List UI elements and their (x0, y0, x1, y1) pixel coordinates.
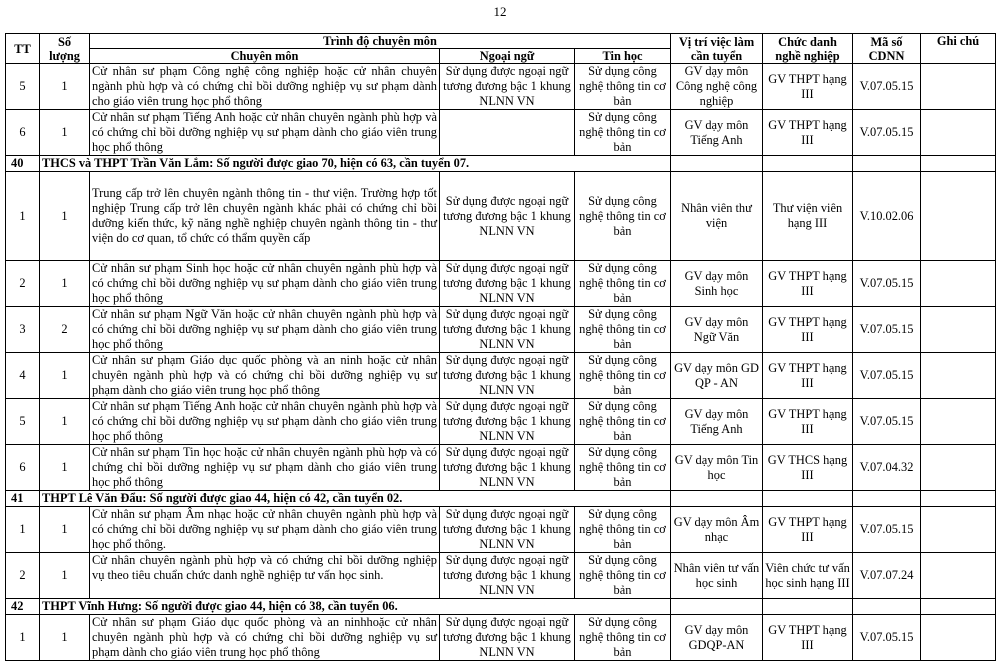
cell-chuyen-mon: Trung cấp trở lên chuyên ngành thông tin - thư viện. Trường hợp tốt nghiệp Trung cấp trở lên chuyên ngành khác phải có chứng chỉ bồi dưỡng kiến thức, kỹ năng nghề nghiệp chuyên ngành thông tin - thư viện do cơ quan, tổ chức có thẩm quyền cấp (90, 172, 440, 261)
cell-tin-hoc: Sử dụng công nghệ thông tin cơ bản (575, 110, 671, 156)
table-row (6, 445, 996, 491)
cell-ghi-chu (921, 507, 996, 553)
group-row (6, 156, 996, 172)
cell-ghi-chu (921, 64, 996, 110)
cell-ma-so: V.07.05.15 (853, 507, 921, 553)
cell-ngoai-ngu: Sử dụng được ngoại ngữ tương đương bậc 1 khung NLNN VN (440, 399, 575, 445)
cell-chuc-danh: GV THCS hạng III (763, 445, 853, 491)
cell-ghi-chu (921, 307, 996, 353)
group-row (6, 599, 996, 615)
cell-ghi-chu (921, 553, 996, 599)
cell-tt: 3 (6, 307, 40, 353)
cell-ma-so: V.07.05.15 (853, 399, 921, 445)
cell-vi-tri: GV dạy môn GD QP - AN (671, 353, 763, 399)
cell-vi-tri: GV dạy môn Tiếng Anh (671, 399, 763, 445)
cell-vi-tri: GV dạy môn Tin học (671, 445, 763, 491)
header-chuc-danh (763, 34, 853, 64)
group-title: THPT Vĩnh Hưng: Số người được giao 44, hiện có 38, cần tuyển 06. (40, 599, 671, 615)
empty-cell-chuc-danh (763, 156, 853, 172)
table-row (6, 307, 996, 353)
cell-ma-so: V.07.07.24 (853, 553, 921, 599)
cell-tt: 5 (6, 399, 40, 445)
cell-tt: 1 (6, 507, 40, 553)
cell-vi-tri: GV dạy môn Sinh học (671, 261, 763, 307)
header-ma-so-line2: CDNN (868, 48, 905, 63)
cell-tt: 2 (6, 261, 40, 307)
cell-chuc-danh: GV THPT hạng III (763, 615, 853, 661)
header-ma-so-line1: Mã số (870, 34, 903, 49)
empty-cell-chuc-danh (763, 599, 853, 615)
header-chuyen-mon: Chuyên môn (90, 49, 440, 64)
cell-ngoai-ngu (440, 110, 575, 156)
cell-chuyen-mon: Cử nhân sư phạm Tiếng Anh hoặc cử nhân chuyên ngành phù hợp và có chứng chỉ bồi dưỡng nghiệp vụ sư phạm dành cho giáo viên trung học phổ thông (90, 399, 440, 445)
group-number: 42 (6, 599, 40, 615)
cell-tt: 5 (6, 64, 40, 110)
cell-ghi-chu (921, 261, 996, 307)
cell-vi-tri: GV dạy môn Công nghệ công nghiệp (671, 64, 763, 110)
header-so-luong-line2: lượng (49, 48, 80, 63)
header-so-luong (40, 34, 90, 64)
cell-chuc-danh: GV THPT hạng III (763, 110, 853, 156)
header-chuc-danh-line2: nghề nghiệp (775, 48, 840, 63)
cell-tin-hoc: Sử dụng công nghệ thông tin cơ bản (575, 172, 671, 261)
table-body (6, 64, 996, 661)
cell-tin-hoc: Sử dụng công nghệ thông tin cơ bản (575, 553, 671, 599)
group-title: THCS và THPT Trần Văn Lắm: Số người được giao 70, hiện có 63, cần tuyển 07. (40, 156, 671, 172)
group-row (6, 491, 996, 507)
cell-tt: 6 (6, 110, 40, 156)
empty-cell-vi-tri (671, 156, 763, 172)
cell-tt: 6 (6, 445, 40, 491)
cell-so-luong: 1 (40, 399, 90, 445)
cell-ghi-chu (921, 445, 996, 491)
cell-so-luong: 1 (40, 445, 90, 491)
page-number: 12 (493, 4, 507, 19)
cell-ngoai-ngu: Sử dụng được ngoại ngữ tương đương bậc 1 khung NLNN VN (440, 172, 575, 261)
group-title: THPT Lê Văn Đẩu: Số người được giao 44, hiện có 42, cần tuyển 02. (40, 491, 671, 507)
cell-chuyen-mon: Cử nhân sư phạm Âm nhạc hoặc cử nhân chuyên ngành phù hợp và có chứng chỉ bồi dưỡng nghiệp vụ sư phạm dành cho giáo viên trung học phổ thông. (90, 507, 440, 553)
table-row (6, 172, 996, 261)
cell-tin-hoc: Sử dụng công nghệ thông tin cơ bản (575, 507, 671, 553)
cell-ghi-chu (921, 172, 996, 261)
cell-ghi-chu (921, 353, 996, 399)
cell-tt: 4 (6, 353, 40, 399)
cell-so-luong: 2 (40, 307, 90, 353)
empty-cell-ghi-chu (921, 156, 996, 172)
table-row (6, 110, 996, 156)
header-trinh-do: Trình độ chuyên môn (90, 34, 671, 49)
empty-cell-vi-tri (671, 599, 763, 615)
cell-so-luong: 1 (40, 261, 90, 307)
table-row (6, 553, 996, 599)
cell-tt: 1 (6, 172, 40, 261)
cell-so-luong: 1 (40, 353, 90, 399)
cell-so-luong: 1 (40, 553, 90, 599)
cell-chuc-danh: GV THPT hạng III (763, 64, 853, 110)
cell-chuyen-mon: Cử nhân sư phạm Tin học hoặc cử nhân chuyên ngành phù hợp và có chứng chỉ bồi dưỡng nghiệp vụ sư phạm dành cho giáo viên trung học phổ thông (90, 445, 440, 491)
cell-chuc-danh: Thư viện viên hạng III (763, 172, 853, 261)
cell-chuc-danh: GV THPT hạng III (763, 353, 853, 399)
header-vi-tri-line1: Vị trí việc làm (678, 34, 755, 49)
cell-tin-hoc: Sử dụng công nghệ thông tin cơ bản (575, 307, 671, 353)
table-row (6, 507, 996, 553)
cell-chuc-danh: GV THPT hạng III (763, 307, 853, 353)
cell-vi-tri: GV dạy môn Âm nhạc (671, 507, 763, 553)
cell-chuc-danh: Viên chức tư vấn học sinh hạng III (763, 553, 853, 599)
cell-ngoai-ngu: Sử dụng được ngoại ngữ tương đương bậc 1 khung NLNN VN (440, 553, 575, 599)
cell-ma-so: V.07.05.15 (853, 307, 921, 353)
header-ngoai-ngu: Ngoại ngữ (440, 49, 575, 64)
cell-ma-so: V.07.05.15 (853, 261, 921, 307)
cell-tin-hoc: Sử dụng công nghệ thông tin cơ bản (575, 64, 671, 110)
cell-vi-tri: Nhân viên thư viện (671, 172, 763, 261)
header-ma-so (853, 34, 921, 64)
cell-ma-so: V.07.04.32 (853, 445, 921, 491)
cell-ngoai-ngu: Sử dụng được ngoại ngữ tương đương bậc 1 khung NLNN VN (440, 353, 575, 399)
cell-chuc-danh: GV THPT hạng III (763, 261, 853, 307)
header-chuc-danh-line1: Chức danh (778, 34, 837, 49)
cell-tt: 1 (6, 615, 40, 661)
empty-cell-ma-so (853, 599, 921, 615)
empty-cell-chuc-danh (763, 491, 853, 507)
cell-vi-tri: GV dạy môn Ngữ Văn (671, 307, 763, 353)
table-row (6, 399, 996, 445)
cell-so-luong: 1 (40, 172, 90, 261)
cell-vi-tri: Nhân viên tư vấn học sinh (671, 553, 763, 599)
cell-ma-so: V.07.05.15 (853, 64, 921, 110)
cell-tin-hoc: Sử dụng công nghệ thông tin cơ bản (575, 353, 671, 399)
cell-chuyen-mon: Cử nhân sư phạm Sinh học hoặc cử nhân chuyên ngành phù hợp và có chứng chỉ bồi dưỡng nghiệp vụ sư phạm dành cho giáo viên trung học phổ thông (90, 261, 440, 307)
cell-chuyen-mon: Cử nhân sư phạm Giáo dục quốc phòng và an ninh hoặc cử nhân chuyên ngành phù hợp và có chứng chỉ bồi dưỡng nghiệp vụ sư phạm dành cho giáo viên trung học phổ thông (90, 353, 440, 399)
recruitment-table (5, 33, 996, 661)
header-tt: TT (6, 34, 40, 64)
cell-chuc-danh: GV THPT hạng III (763, 399, 853, 445)
empty-cell-ghi-chu (921, 491, 996, 507)
header-so-luong-line1: Số (57, 34, 72, 49)
table-row (6, 353, 996, 399)
cell-so-luong: 1 (40, 507, 90, 553)
empty-cell-ghi-chu (921, 599, 996, 615)
header-ghi-chu: Ghi chú (921, 34, 996, 64)
cell-ma-so: V.07.05.15 (853, 353, 921, 399)
cell-ngoai-ngu: Sử dụng được ngoại ngữ tương đương bậc 1 khung NLNN VN (440, 261, 575, 307)
cell-ngoai-ngu: Sử dụng được ngoại ngữ tương đương bậc 1 khung NLNN VN (440, 307, 575, 353)
cell-ma-so: V.07.05.15 (853, 110, 921, 156)
empty-cell-ma-so (853, 491, 921, 507)
header-vi-tri-line2: cần tuyển (690, 48, 743, 63)
table-row (6, 64, 996, 110)
empty-cell-ma-so (853, 156, 921, 172)
cell-chuyen-mon: Cử nhân chuyên ngành phù hợp và có chứng chỉ bồi dưỡng nghiệp vụ theo tiêu chuẩn chức danh nghề nghiệp tư vấn học sinh. (90, 553, 440, 599)
cell-tin-hoc: Sử dụng công nghệ thông tin cơ bản (575, 261, 671, 307)
cell-ghi-chu (921, 615, 996, 661)
cell-ma-so: V.10.02.06 (853, 172, 921, 261)
cell-tin-hoc: Sử dụng công nghệ thông tin cơ bản (575, 615, 671, 661)
table-row (6, 615, 996, 661)
group-number: 41 (6, 491, 40, 507)
cell-ngoai-ngu: Sử dụng được ngoại ngữ tương đương bậc 1 khung NLNN VN (440, 507, 575, 553)
cell-so-luong: 1 (40, 615, 90, 661)
cell-ghi-chu (921, 110, 996, 156)
cell-vi-tri: GV dạy môn GDQP-AN (671, 615, 763, 661)
cell-ngoai-ngu: Sử dụng được ngoại ngữ tương đương bậc 1 khung NLNN VN (440, 64, 575, 110)
table-row (6, 261, 996, 307)
header-tin-hoc: Tin học (575, 49, 671, 64)
cell-ghi-chu (921, 399, 996, 445)
cell-tt: 2 (6, 553, 40, 599)
cell-chuyen-mon: Cử nhân sư phạm Tiếng Anh hoặc cử nhân chuyên ngành phù hợp và có chứng chỉ bồi dưỡng nghiệp vụ sư phạm dành cho giáo viên trung học phổ thông (90, 110, 440, 156)
empty-cell-vi-tri (671, 491, 763, 507)
cell-so-luong: 1 (40, 110, 90, 156)
cell-vi-tri: GV dạy môn Tiếng Anh (671, 110, 763, 156)
cell-tin-hoc: Sử dụng công nghệ thông tin cơ bản (575, 399, 671, 445)
cell-chuyen-mon: Cử nhân sư phạm Giáo dục quốc phòng và an ninhhoặc cử nhân chuyên ngành phù hợp và có chứng chỉ bồi dưỡng nghiệp vụ sư phạm dành cho giáo viên trung học phổ thông (90, 615, 440, 661)
cell-chuc-danh: GV THPT hạng III (763, 507, 853, 553)
cell-chuyen-mon: Cử nhân sư phạm Công nghệ công nghiệp hoặc cử nhân chuyên ngành phù hợp và có chứng chỉ bồi dưỡng nghiệp vụ sư phạm dành cho giáo viên trung học phổ thông (90, 64, 440, 110)
cell-tin-hoc: Sử dụng công nghệ thông tin cơ bản (575, 445, 671, 491)
cell-ngoai-ngu: Sử dụng được ngoại ngữ tương đương bậc 1 khung NLNN VN (440, 615, 575, 661)
cell-ngoai-ngu: Sử dụng được ngoại ngữ tương đương bậc 1 khung NLNN VN (440, 445, 575, 491)
header-vi-tri (671, 34, 763, 64)
cell-chuyen-mon: Cử nhân sư phạm Ngữ Văn hoặc cử nhân chuyên ngành phù hợp và có chứng chỉ bồi dưỡng nghiệp vụ sư phạm dành cho giáo viên trung học phổ thông (90, 307, 440, 353)
cell-ma-so: V.07.05.15 (853, 615, 921, 661)
group-number: 40 (6, 156, 40, 172)
cell-so-luong: 1 (40, 64, 90, 110)
